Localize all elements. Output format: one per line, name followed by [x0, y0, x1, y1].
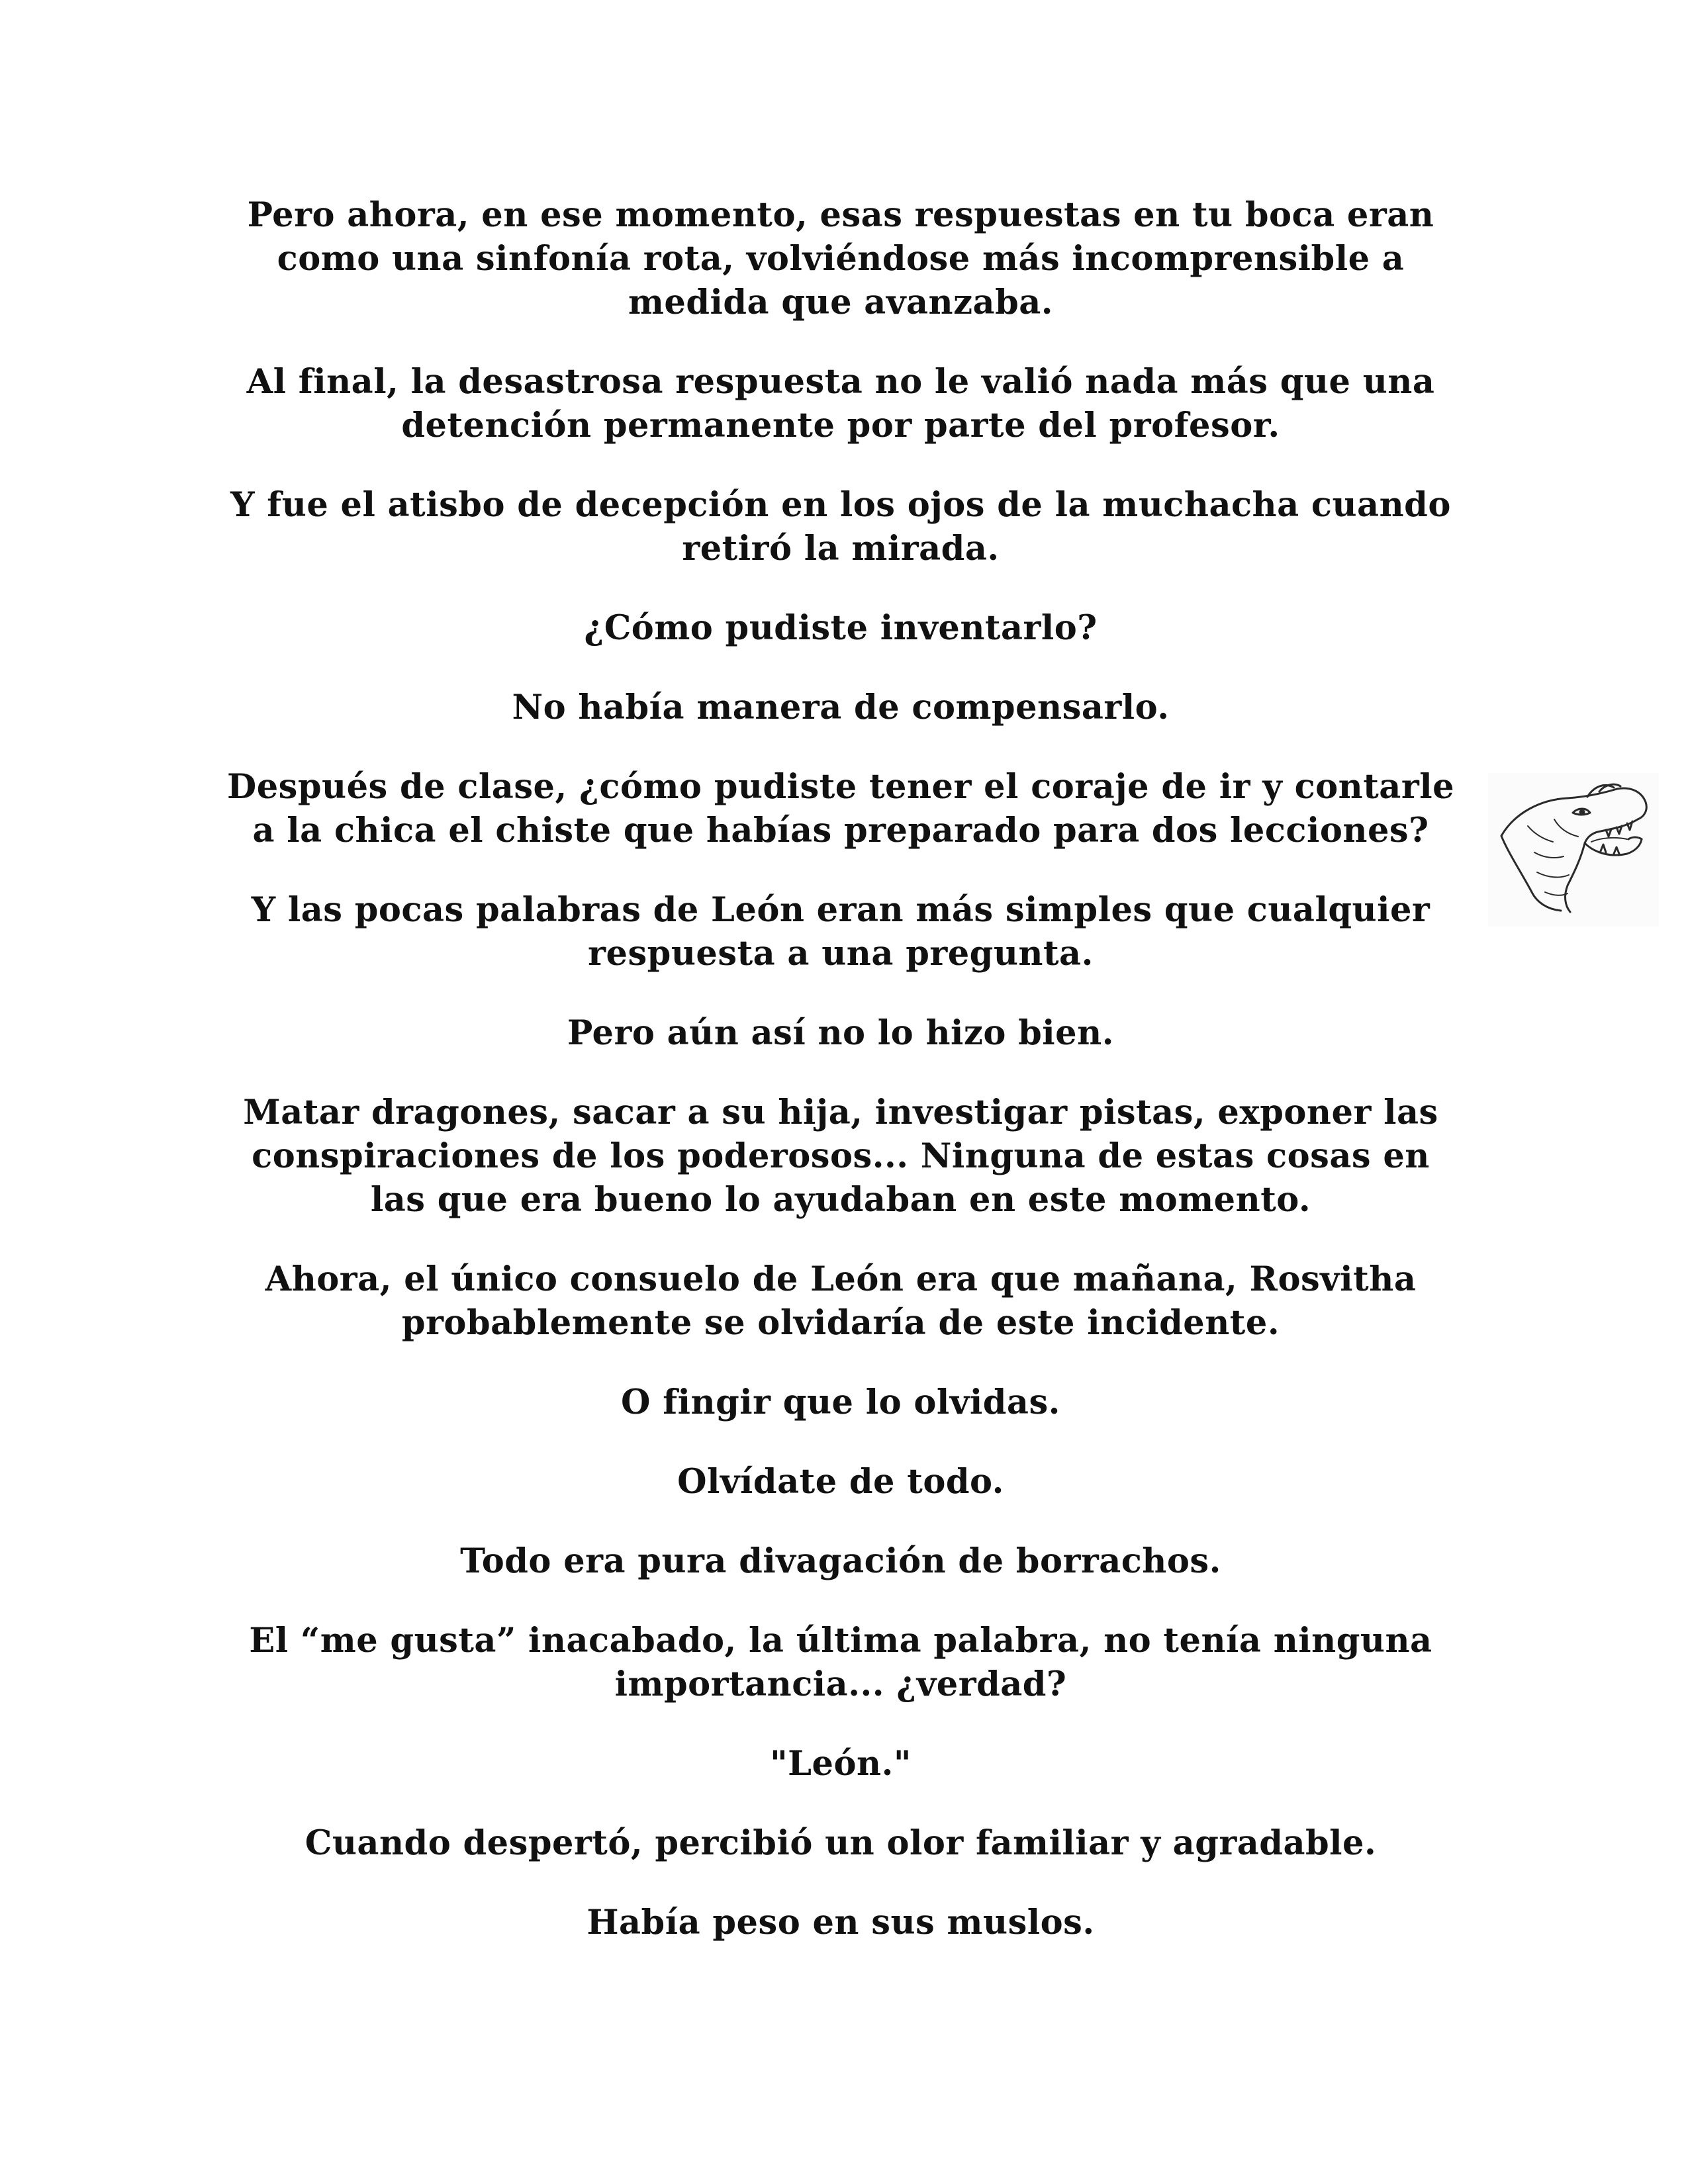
- paragraph: ¿Cómo pudiste inventarlo?: [584, 608, 1098, 648]
- paragraph: El “me gusta” inacabado, la última palabra, no tenía ninguna importancia... ¿verdad?: [249, 1621, 1432, 1704]
- paragraph: O fingir que lo olvidas.: [621, 1383, 1060, 1422]
- paragraph: Olvídate de todo.: [677, 1462, 1004, 1502]
- paragraph: Después de clase, ¿cómo pudiste tener el coraje de ir y contarle a la chica el chiste que habías preparado para dos lecciones?: [226, 767, 1455, 850]
- paragraph: No había manera de compensarlo.: [512, 688, 1170, 727]
- paragraph: Cuando despertó, percibió un olor familiar y agradable.: [305, 1823, 1377, 1863]
- paragraph: Había peso en sus muslos.: [586, 1903, 1095, 1942]
- paragraph: Todo era pura divagación de borrachos.: [460, 1541, 1221, 1581]
- paragraph: Pero aún así no lo hizo bien.: [567, 1013, 1114, 1053]
- paragraph: "León.": [770, 1744, 912, 1784]
- paragraph: Y fue el atisbo de decepción en los ojos de la muchacha cuando retiró la mirada.: [230, 485, 1451, 569]
- paragraph: Ahora, el único consuelo de León era que mañana, Rosvitha probablemente se olvidaría de este incidente.: [265, 1259, 1417, 1343]
- dragon-head-sketch-icon: [1488, 773, 1659, 927]
- story-text: [218, 193, 1463, 1980]
- paragraph: Y las pocas palabras de León eran más simples que cualquier respuesta a una pregunta.: [251, 890, 1430, 974]
- paragraph: Matar dragones, sacar a su hija, investigar pistas, exponer las conspiraciones de los poderosos... Ninguna de estas cosas en las que era bueno lo ayudaban en este momento.: [243, 1093, 1438, 1220]
- paragraph: Al final, la desastrosa respuesta no le valió nada más que una detención permanente por parte del profesor.: [246, 362, 1435, 445]
- paragraph: Pero ahora, en ese momento, esas respuestas en tu boca eran como una sinfonía rota, volviéndose más incomprensible a medida que avanzaba.: [247, 195, 1434, 322]
